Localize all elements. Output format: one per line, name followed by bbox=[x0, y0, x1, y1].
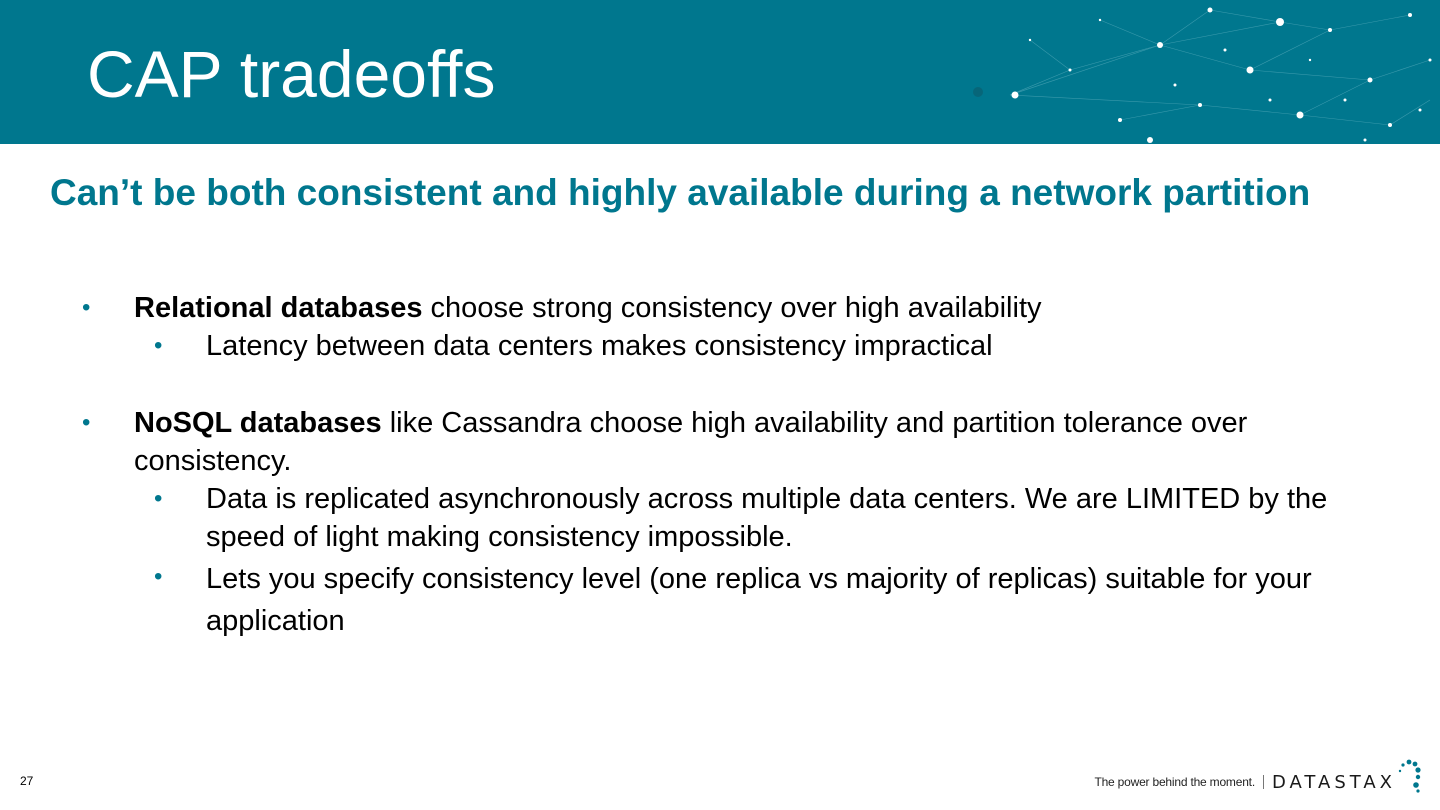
brand-wordmark: DATASTAX bbox=[1271, 771, 1396, 793]
bullet-relational bbox=[82, 289, 1384, 327]
bullet-bold-term: Relational databases bbox=[134, 292, 423, 324]
datastax-logo-icon bbox=[1396, 758, 1422, 794]
footer-brand bbox=[1094, 756, 1422, 796]
bullet-nosql bbox=[82, 404, 1384, 480]
bullet-bold-term: NoSQL databases bbox=[134, 407, 382, 439]
sub-bullet-text: Data is replicated asynchronously across multiple data centers. We are LIMITED by the speed of light making consistency impossible. bbox=[206, 483, 1328, 553]
sub-bullet-replication bbox=[154, 480, 1366, 556]
bullet-dot-icon: • bbox=[154, 332, 163, 359]
footer-divider bbox=[1263, 775, 1264, 789]
sub-bullet-consistency-level bbox=[154, 558, 1376, 642]
sub-bullet-latency bbox=[154, 327, 1386, 365]
sub-bullet-text: Latency between data centers makes consistency impractical bbox=[206, 330, 993, 362]
footer-tagline: The power behind the moment. bbox=[1094, 775, 1255, 789]
bullet-dot-icon: • bbox=[82, 409, 91, 436]
page-number: 27 bbox=[20, 774, 34, 788]
bullet-dot-icon: • bbox=[154, 485, 163, 512]
bullet-dot-icon: • bbox=[154, 563, 163, 590]
bullet-dot-icon: • bbox=[82, 294, 91, 321]
sub-bullet-text: Lets you specify consistency level (one replica vs majority of replicas) suitable for your application bbox=[206, 563, 1312, 637]
bullet-text: like Cassandra choose high availability and partition tolerance over consistency. bbox=[134, 407, 1248, 477]
slide-subtitle: Can’t be both consistent and highly available during a network partition bbox=[50, 172, 1311, 213]
slide-title: CAP tradeoffs bbox=[87, 37, 496, 111]
bullet-text: choose strong consistency over high availability bbox=[422, 292, 1042, 324]
